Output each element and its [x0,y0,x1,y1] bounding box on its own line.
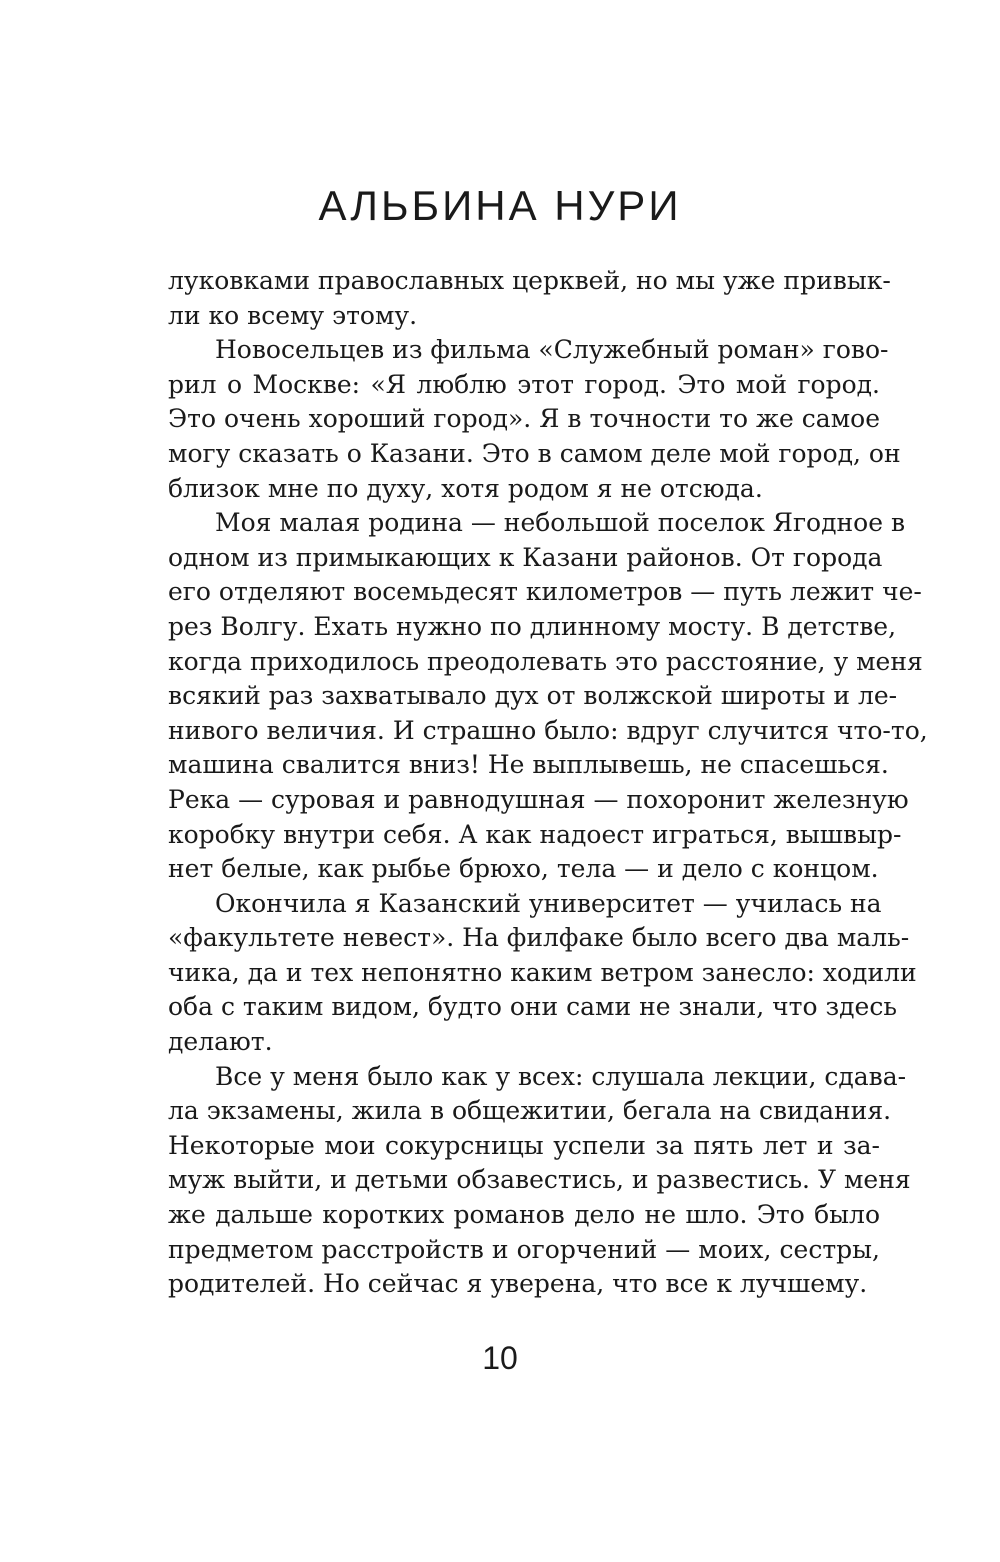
page-number: 10 [482,1340,518,1376]
text-line: ла экзамены, жила в общежитии, бегала на свидания. [168,1096,892,1126]
text-line: муж выйти, и детьми обзавестись, и развестись. У меня [168,1165,911,1195]
text-line: луковками православных церквей, но мы уже привык- [168,266,891,295]
text-line: нет белые, как рыбье брюхо, тела — и дело с концом. [168,854,879,884]
text-line: Все у меня было как у всех: слушала лекции, сдава- [215,1061,907,1091]
text-line: же дальше коротких романов дело не шло. Это было [168,1200,880,1230]
body-text [168,264,928,1302]
text-line: Моя малая родина — небольшой поселок Ягодное в [215,508,906,538]
text-line: «факультете невест». На филфаке было всего два маль- [168,923,910,953]
paragraph [168,887,917,1060]
paragraph [168,264,891,333]
text-line: всякий раз захватывало дух от волжской широты и ле- [168,681,898,711]
paragraph [168,333,901,506]
text-line: Некоторые мои сокурсницы успели за пять лет и за- [168,1130,880,1160]
text-line: делают. [168,1027,273,1057]
text-line: Окончила я Казанский университет — училась на [215,888,882,918]
text-line: коробку внутри себя. А как надоест играться, вышвыр- [168,819,902,849]
text-line: его отделяют восемьдесят километров — путь лежит че- [168,577,922,607]
text-line: Река — суровая и равнодушная — похоронит железную [168,784,909,814]
text-line: родителей. Но сейчас я уверена, что все к лучшему. [168,1269,868,1299]
text-line: чика, да и тех непонятно каким ветром занесло: ходили [168,957,917,987]
text-line: оба с таким видом, будто они сами не знали, что здесь [168,992,897,1022]
text-line: нивого величия. И страшно было: вдруг случится что-то, [168,715,928,745]
text-line: близок мне по духу, хотя родом я не отсюда. [168,473,763,503]
paragraph [168,506,928,887]
text-line: когда приходилось преодолевать это расстояние, у меня [168,646,923,676]
text-line: предметом расстройств и огорчений — моих, сестры, [168,1234,880,1264]
text-line: Это очень хороший город». Я в точности то же самое [168,404,880,434]
text-line: рил о Москве: «Я люблю этот город. Это мой город. [168,369,880,399]
text-line: Новосельцев из фильма «Служебный роман» гово- [215,335,889,365]
paragraph [168,1060,911,1302]
text-line: рез Волгу. Ехать нужно по длинному мосту. В детстве, [168,611,897,641]
text-line: ли ко всему этому. [168,300,418,330]
text-line: могу сказать о Казани. Это в самом деле мой город, он [168,438,901,468]
text-line: одном из примыкающих к Казани районов. От города [168,542,883,572]
text-line: машина свалится вниз! Не выплывешь, не спасешься. [168,750,889,780]
running-head-author: АЛЬБИНА НУРИ [318,182,682,229]
